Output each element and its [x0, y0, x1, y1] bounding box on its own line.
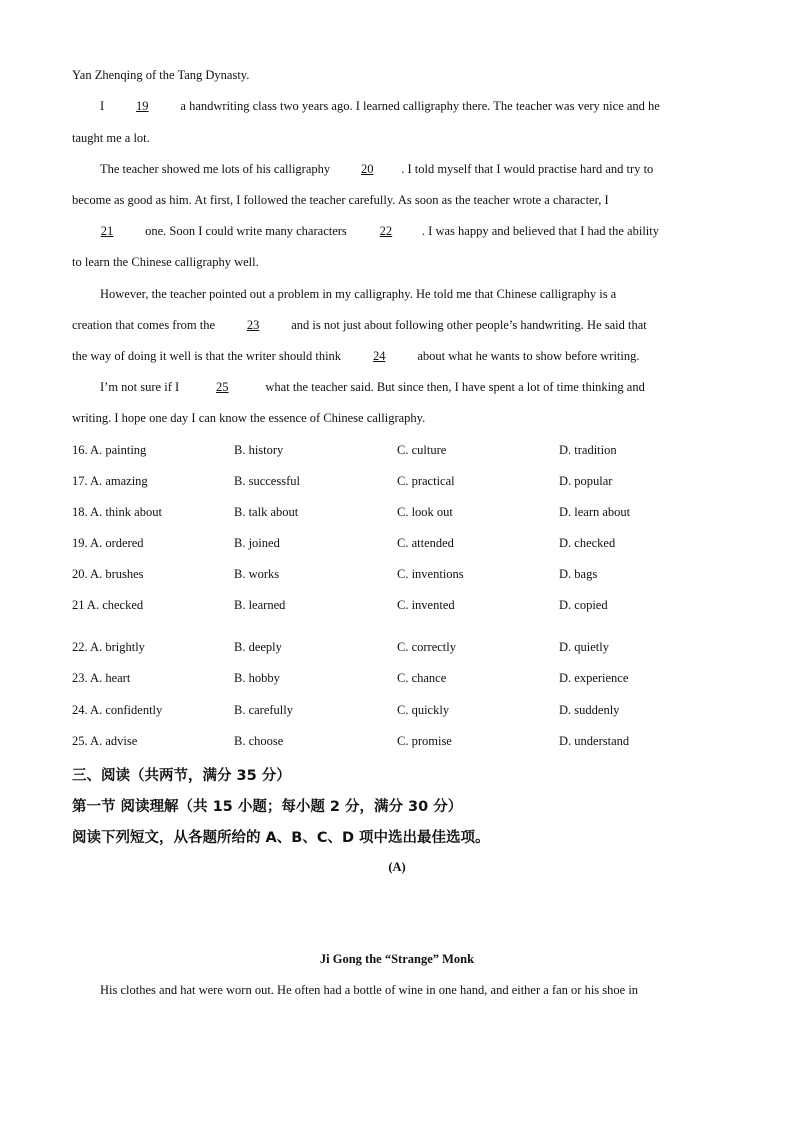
- option-row: [72, 474, 722, 492]
- option-row: [72, 598, 722, 616]
- option-choice: B. works: [234, 567, 280, 581]
- option-choice: D. bags: [559, 567, 598, 581]
- blank-25: 25: [216, 380, 229, 394]
- option-choice: B. deeply: [234, 640, 282, 654]
- option-choice: 22. A. brightly: [72, 640, 145, 654]
- story-title: Ji Gong the “Strange” Monk: [319, 952, 475, 966]
- option-choice: C. chance: [397, 671, 447, 685]
- passage-line: taught me a lot.: [72, 131, 150, 145]
- option-choice: 20. A. brushes: [72, 567, 144, 581]
- option-choice: 19. A. ordered: [72, 536, 144, 550]
- option-choice: C. culture: [397, 443, 447, 457]
- option-choice: D. quietly: [559, 640, 609, 654]
- passage-paragraph-3: The teacher showed me lots of his calligraphy 20 . I told myself that I would practise hard and try to: [100, 162, 654, 176]
- passage-line: creation that comes from the 23 and is not just about following other people’s handwriting. He said that: [72, 318, 647, 332]
- option-choice: D. suddenly: [559, 703, 620, 717]
- option-choice: D. popular: [559, 474, 613, 488]
- passage-line: the way of doing it well is that the writer should think 24 about what he wants to show before writing.: [72, 349, 640, 363]
- blank-24: 24: [372, 349, 386, 363]
- option-choice: B. hobby: [234, 671, 280, 685]
- option-choice: 18. A. think about: [72, 505, 162, 519]
- option-row: [72, 703, 722, 721]
- blank-22: 22: [379, 224, 393, 238]
- passage-paragraph-5: I’m not sure if I 25 what the teacher said. But since then, I have spent a lot of time thinking and: [100, 380, 645, 394]
- option-choice: C. attended: [397, 536, 454, 550]
- option-choice: D. copied: [559, 598, 608, 612]
- blank-23: 23: [246, 318, 260, 332]
- option-choice: D. learn about: [559, 505, 631, 519]
- option-choice: C. correctly: [397, 640, 457, 654]
- option-row: [72, 640, 722, 658]
- option-choice: D. checked: [559, 536, 616, 550]
- option-choice: 17. A. amazing: [72, 474, 148, 488]
- option-row: [72, 443, 722, 461]
- option-choice: 16. A. painting: [72, 443, 147, 457]
- passage-line: 21 one. Soon I could write many characters 22 . I was happy and believed that I had the ability: [72, 224, 722, 239]
- option-choice: D. tradition: [559, 443, 617, 457]
- option-choice: C. inventions: [397, 567, 464, 581]
- section-subheading: 第一节 阅读理解（共 15 小题；每小题 2 分，满分 30 分）: [72, 799, 463, 815]
- blank-20: 20: [361, 162, 374, 176]
- blank-21: 21: [100, 224, 114, 238]
- part-label: (A): [388, 860, 406, 874]
- option-choice: B. joined: [234, 536, 280, 550]
- option-row: [72, 734, 722, 752]
- option-choice: C. look out: [397, 505, 453, 519]
- option-row: [72, 567, 722, 585]
- option-choice: 24. A. confidently: [72, 703, 163, 717]
- option-choice: C. quickly: [397, 703, 450, 717]
- option-choice: 23. A. heart: [72, 671, 131, 685]
- passage-line: Yan Zhenqing of the Tang Dynasty.: [72, 68, 250, 82]
- option-choice: B. history: [234, 443, 284, 457]
- option-choice: D. understand: [559, 734, 630, 748]
- passage-paragraph-2: I 19 a handwriting class two years ago. I learned calligraphy there. The teacher was very nice and he: [100, 99, 660, 113]
- option-row: [72, 505, 722, 523]
- section-heading: 三、阅读（共两节，满分 35 分）: [72, 768, 291, 784]
- passage-line: writing. I hope one day I can know the essence of Chinese calligraphy.: [72, 411, 426, 425]
- section-instructions: 阅读下列短文，从各题所给的 A、B、C、D 项中选出最佳选项。: [72, 830, 490, 846]
- option-choice: B. talk about: [234, 505, 299, 519]
- option-row: [72, 536, 722, 554]
- option-choice: B. learned: [234, 598, 286, 612]
- option-row: [72, 671, 722, 689]
- option-choice: D. experience: [559, 671, 629, 685]
- option-choice: B. successful: [234, 474, 300, 488]
- option-choice: 21 A. checked: [72, 598, 144, 612]
- option-choice: C. practical: [397, 474, 455, 488]
- option-choice: B. carefully: [234, 703, 294, 717]
- passage-line: to learn the Chinese calligraphy well.: [72, 255, 259, 269]
- option-choice: B. choose: [234, 734, 284, 748]
- option-choice: C. invented: [397, 598, 455, 612]
- passage-paragraph-4: However, the teacher pointed out a problem in my calligraphy. He told me that Chinese calligraphy is a: [100, 287, 617, 301]
- blank-19: 19: [136, 99, 149, 113]
- option-choice: 25. A. advise: [72, 734, 138, 748]
- option-choice: C. promise: [397, 734, 452, 748]
- passage-line: become as good as him. At first, I followed the teacher carefully. As soon as the teacher wrote a character, I: [72, 193, 609, 207]
- story-line: His clothes and hat were worn out. He often had a bottle of wine in one hand, and either a fan or his shoe in: [100, 983, 639, 997]
